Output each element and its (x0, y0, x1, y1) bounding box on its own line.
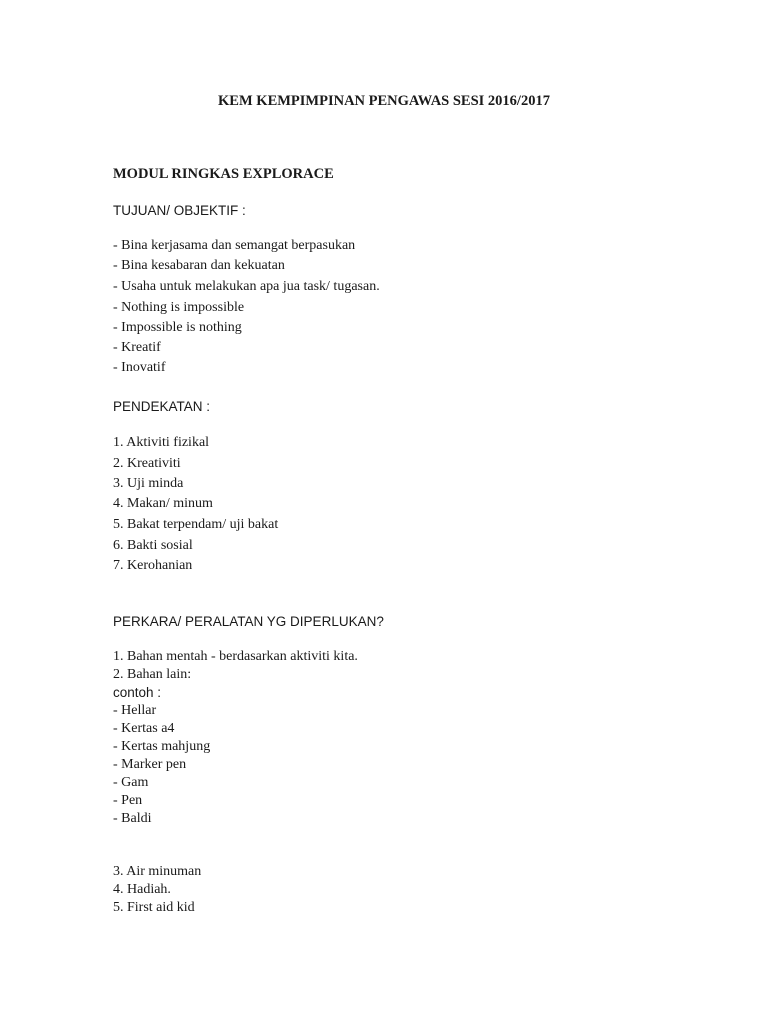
example-item: - Marker pen (113, 757, 187, 772)
example-item: - Kertas mahjung (113, 739, 211, 754)
objective-item: - Impossible is nothing (113, 320, 242, 335)
objectives-heading: TUJUAN/ OBJEKTIF : (113, 203, 246, 218)
example-item: - Kertas a4 (113, 721, 175, 736)
equipment-item: 5. First aid kid (113, 900, 195, 915)
objective-item: - Usaha untuk melakukan apa jua task/ tugasan. (113, 279, 380, 294)
approach-item: 5. Bakat terpendam/ uji bakat (113, 517, 279, 532)
approach-item: 6. Bakti sosial (113, 538, 193, 553)
example-item: - Pen (113, 793, 143, 808)
approach-item: 3. Uji minda (113, 476, 184, 491)
objective-item: - Bina kerjasama dan semangat berpasukan (113, 238, 356, 253)
example-label: contoh : (113, 685, 162, 700)
objective-item: - Nothing is impossible (113, 300, 245, 315)
equipment-item: 3. Air minuman (113, 864, 202, 879)
example-item: - Hellar (113, 703, 157, 718)
approach-heading: PENDEKATAN : (113, 399, 211, 414)
objective-item: - Inovatif (113, 360, 166, 375)
example-item: - Gam (113, 775, 149, 790)
approach-item: 2. Kreativiti (113, 456, 181, 471)
equipment-item: 2. Bahan lain: (113, 667, 192, 682)
example-item: - Baldi (113, 811, 152, 826)
approach-item: 4. Makan/ minum (113, 496, 213, 511)
approach-item: 1. Aktiviti fizikal (113, 435, 210, 450)
document-title: KEM KEMPIMPINAN PENGAWAS SESI 2016/2017 (218, 93, 550, 109)
module-title: MODUL RINGKAS EXPLORACE (113, 166, 334, 182)
objective-item: - Kreatif (113, 340, 161, 355)
equipment-item: 1. Bahan mentah - berdasarkan aktiviti kita. (113, 649, 358, 664)
objective-item: - Bina kesabaran dan kekuatan (113, 258, 285, 273)
equipment-heading: PERKARA/ PERALATAN YG DIPERLUKAN? (113, 614, 384, 629)
approach-item: 7. Kerohanian (113, 558, 193, 573)
equipment-item: 4. Hadiah. (113, 882, 171, 897)
